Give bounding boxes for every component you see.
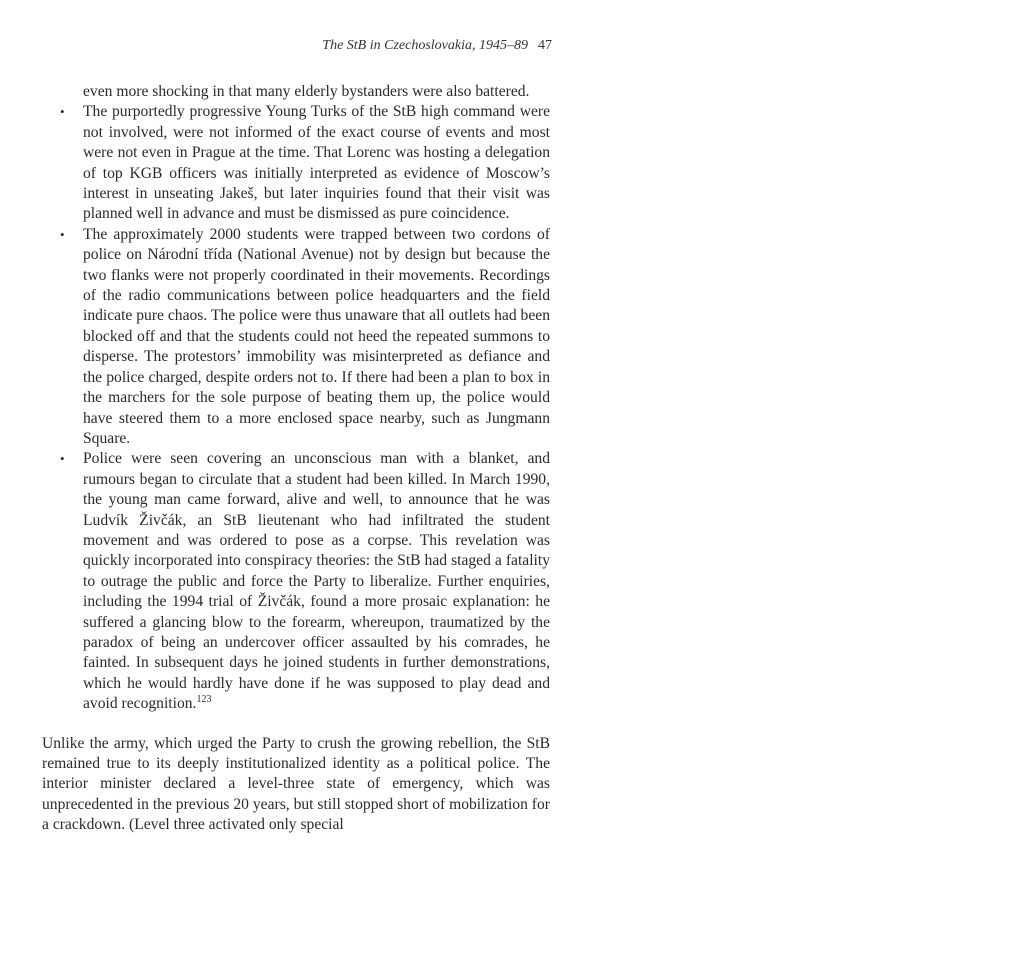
bullet-text: The approximately 2000 students were trapped between two cordons of police on Národní třída (National Avenue) not by design but because the two flanks were not properly coordinated in their movements. Recordings of the radio communications between police headquarters and the field indicate pure chaos. The police were thus unaware that all outlets had been blocked off and that the students could not heed the repeated summons to disperse. The protestors’ immobility was misinterpreted as defiance and the police charged, despite orders not to. If there had been a plan to box in the marchers for the sole purpose of beating them up, the police would have steered them to a more enclosed space nearby, such as Jungmann Square. (83, 225, 550, 447)
bullet-text: The purportedly progressive Young Turks of the StB high command were not involved, were not informed of the exact course of events and most were not even in Prague at the time. That Lorenc was hosting a delegation of top KGB officers was initially interpreted as evidence of Moscow’s interest in unseating Jakeš, but later inquiries found that their visit was planned well in advance and must be dismissed as pure coincidence. (83, 103, 550, 223)
footnote-reference[interactable]: 123 (196, 694, 212, 705)
bullet-item-young-turks (42, 102, 550, 224)
bullet-marker: • (60, 451, 65, 467)
bullet-marker: • (60, 104, 65, 120)
bullet-item-students-trapped (42, 225, 550, 449)
page-number: 47 (538, 38, 552, 53)
bullet-text: Police were seen covering an unconscious man with a blanket, and rumours began to circulate that a student had been killed. In March 1990, the young man came forward, alive and well, to announce that he was Ludvík Živčák, an StB lieutenant who had infiltrated the student movement and was ordered to pose as a corpse. This revelation was quickly incorporated into conspiracy theories: the StB had staged a fatality to outrage the public and force the Party to liberalize. Further enquiries, including the 1994 trial of Živčák, found a more prosaic explanation: he suffered a glancing blow to the forearm, whereupon, traumatized by the paradox of being an undercover officer assaulted by his comrades, he fainted. In subsequent days he joined students in further demonstrations, which he would hardly have done if he was supposed to play dead and avoid recognition. (83, 450, 550, 713)
text-block (42, 82, 550, 836)
continuation-paragraph: even more shocking in that many elderly bystanders were also battered. (83, 83, 530, 100)
bullet-list (42, 102, 550, 714)
body-paragraph: Unlike the army, which urged the Party to crush the growing rebellion, the StB remained true to its deeply institutionalized identity as a political police. The interior minister declared a level-three state of emergency, which was unprecedented in the previous 20 years, but still stopped short of mobilization for a crackdown. (Level three activated only special (42, 734, 550, 834)
bullet-marker: • (60, 226, 65, 242)
running-title: The StB in Czechoslovakia, 1945–89 (322, 38, 528, 53)
bullet-item-zivcak (42, 449, 550, 714)
page-header (300, 38, 552, 54)
